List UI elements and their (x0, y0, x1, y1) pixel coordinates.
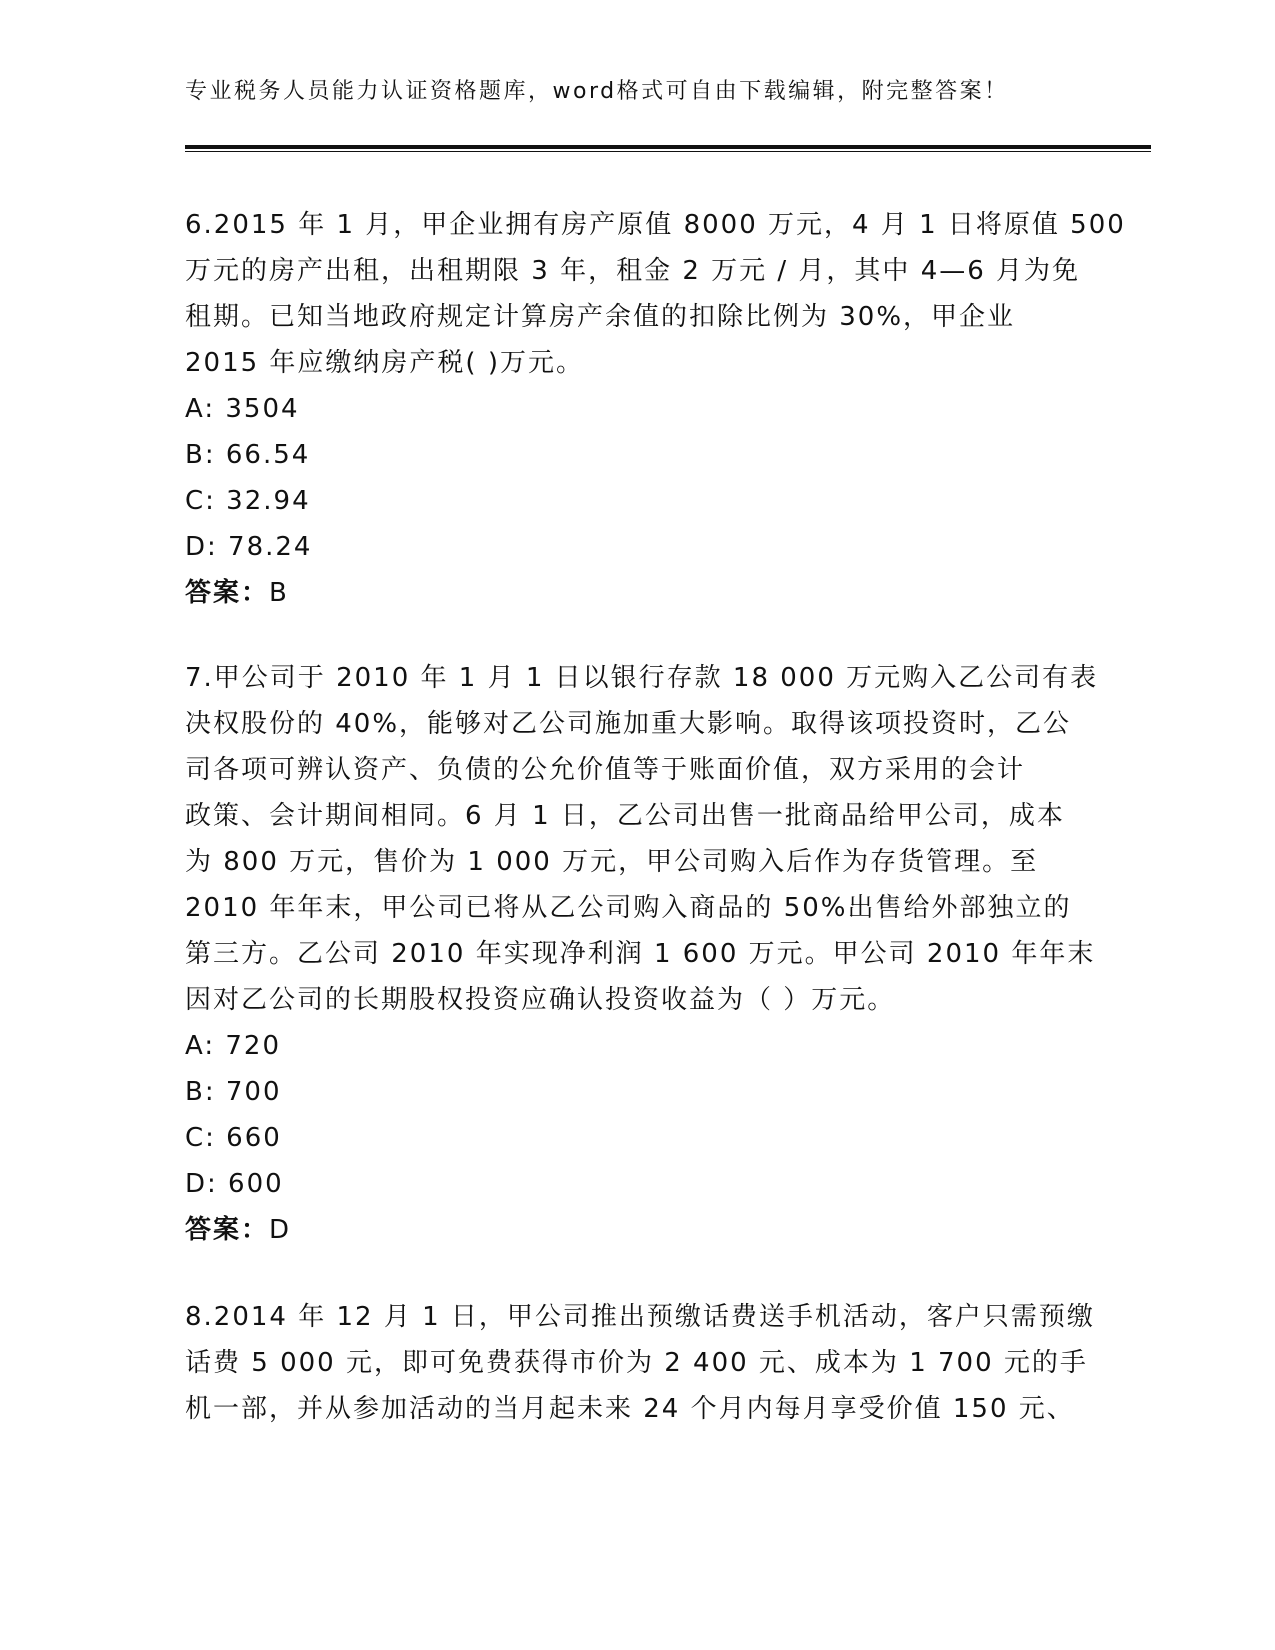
question-6 (185, 202, 1126, 616)
question-8 (185, 1294, 1095, 1432)
option-b: B: 700 (185, 1077, 282, 1107)
answer (185, 1207, 1085, 1253)
answer-label: 答案： (185, 1215, 270, 1245)
question-text-line: 2015 年应缴纳房产税( )万元。 (185, 348, 584, 378)
answer-value: D (269, 1215, 292, 1245)
question-text-line: 司各项可辨认资产、负债的公允价值等于账面价值，双方采用的会计 (185, 755, 1026, 785)
header-rule-thin (185, 151, 1151, 152)
question-text-line: 因对乙公司的长期股权投资应确认投资收益为（ ）万元。 (185, 985, 896, 1015)
question-text-line: 8.2014 年 12 月 1 日，甲公司推出预缴话费送手机活动，客户只需预缴 (185, 1302, 1095, 1332)
option-d: D: 600 (185, 1169, 284, 1199)
question-text-line: 政策、会计期间相同。6 月 1 日，乙公司出售一批商品给甲公司，成本 (185, 801, 1065, 831)
question-text-line: 话费 5 000 元，即可免费获得市价为 2 400 元、成本为 1 700 元的手 (185, 1348, 1088, 1378)
option-b: B: 66.54 (185, 440, 311, 470)
question-text-line: 6.2015 年 1 月，甲企业拥有房产原值 8000 万元，4 月 1 日将原值 500 (185, 210, 1126, 240)
option-c: C: 32.94 (185, 486, 311, 516)
answer-label: 答案： (185, 578, 270, 608)
question-text-line: 为 800 万元，售价为 1 000 万元，甲公司购入后作为存货管理。至 (185, 847, 1039, 877)
question-text-line: 机一部，并从参加活动的当月起未来 24 个月内每月享受价值 150 元、 (185, 1394, 1075, 1424)
option-a: A: 3504 (185, 394, 300, 424)
question-text-line: 万元的房产出租，出租期限 3 年，租金 2 万元 / 月，其中 4—6 月为免 (185, 256, 1081, 286)
question-text-line: 2010 年年末，甲公司已将从乙公司购入商品的 50%出售给外部独立的 (185, 893, 1072, 923)
option-d: D: 78.24 (185, 532, 313, 562)
question-text-line: 7.甲公司于 2010 年 1 月 1 日以银行存款 18 000 万元购入乙公司有表 (185, 663, 1099, 693)
option-c: C: 660 (185, 1123, 282, 1153)
question-text-line: 决权股份的 40%，能够对乙公司施加重大影响。取得该项投资时，乙公 (185, 709, 1072, 739)
answer-value: B (269, 578, 289, 608)
option-a: A: 720 (185, 1031, 281, 1061)
answer (185, 570, 1085, 616)
question-7 (185, 655, 1099, 1253)
question-text-line: 第三方。乙公司 2010 年实现净利润 1 600 万元。甲公司 2010 年年末 (185, 939, 1096, 969)
header-rule-thick (185, 145, 1151, 149)
page-header: 专业税务人员能力认证资格题库，word格式可自由下载编辑，附完整答案！ (185, 79, 1009, 104)
question-text-line: 租期。已知当地政府规定计算房产余值的扣除比例为 30%，甲企业 (185, 302, 1016, 332)
